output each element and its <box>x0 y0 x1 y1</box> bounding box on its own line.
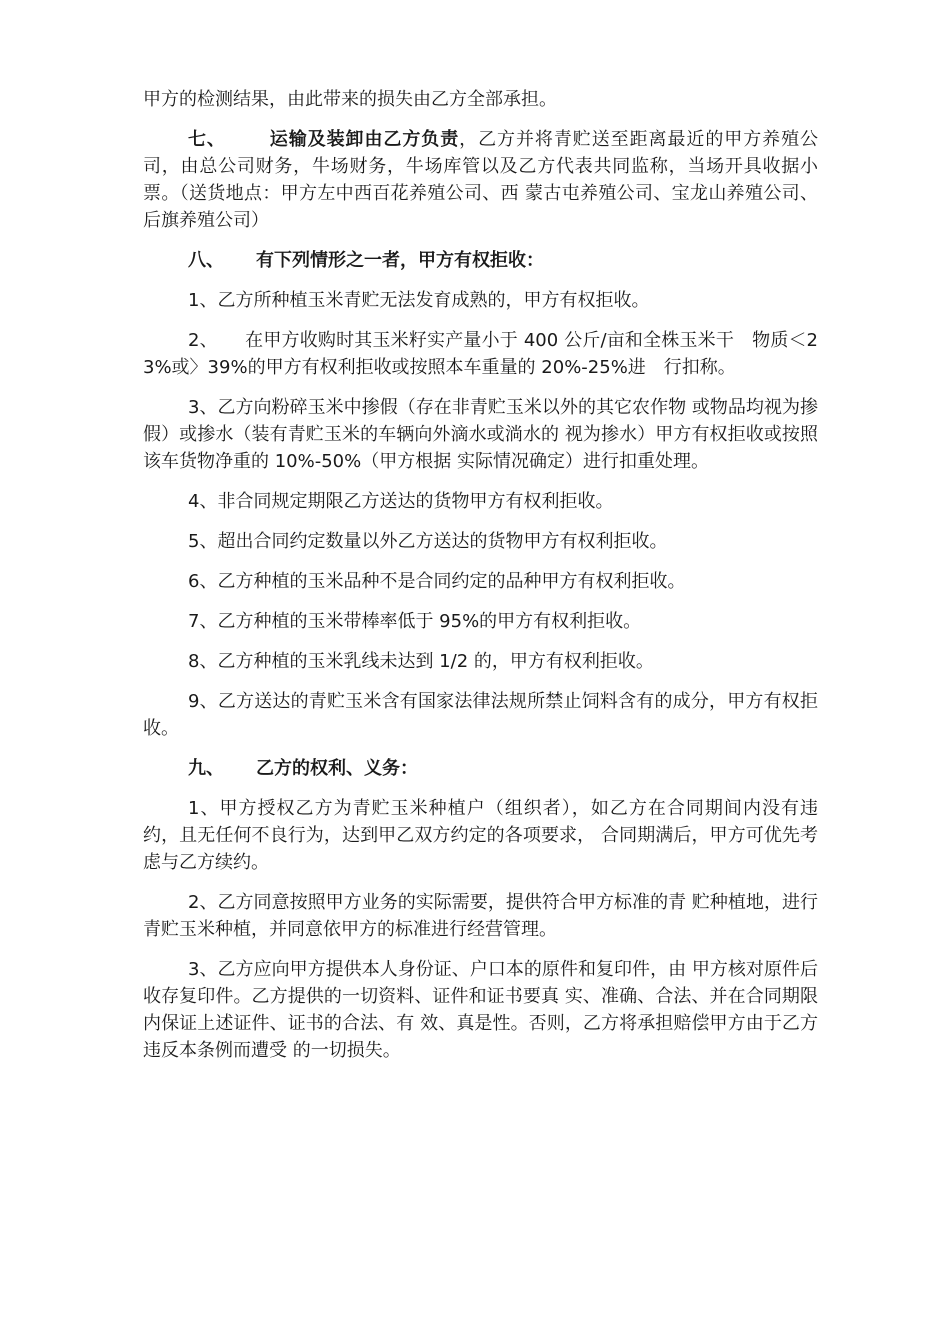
section-7-bold-lead: 运输及装卸由乙方负责 <box>268 129 460 150</box>
section-7-number: 七、 <box>188 129 226 150</box>
document-body <box>143 86 818 1077</box>
section-7-paragraph <box>143 126 818 234</box>
section-8-item-3: 3、乙方向粉碎玉米中掺假（存在非青贮玉米以外的其它农作物 或物品均视为掺假）或掺水（装有青贮玉米的车辆向外滴水或淌水的 视为掺水）甲方有权拒收或按照该车货物净重的 10%-50%（甲方根据 实际情况确定）进行扣重处理。 <box>143 397 818 472</box>
section-8-title: 有下列情形之一者，甲方有权拒收： <box>256 250 544 271</box>
section-8-item-4: 4、非合同规定期限乙方送达的货物甲方有权利拒收。 <box>188 491 614 512</box>
section-9-item-3: 3、乙方应向甲方提供本人身份证、户口本的原件和复印件，由 甲方核对原件后收存复印件。乙方提供的一切资料、证件和证书要真 实、准确、合法、并在合同期限内保证上述证件、证书的合法、有 效、真是性。否则，乙方将承担赔偿甲方由于乙方违反本条例而遭受 的一切损失。 <box>143 959 818 1061</box>
section-9-number: 九、 <box>188 758 224 779</box>
section-8-item-1: 1、乙方所种植玉米青贮无法发育成熟的，甲方有权拒收。 <box>188 290 650 311</box>
intro-paragraph: 甲方的检测结果，由此带来的损失由乙方全部承担。 <box>143 89 557 110</box>
section-9-title: 乙方的权利、义务： <box>256 758 418 779</box>
section-8-item-6: 6、乙方种植的玉米品种不是合同约定的品种甲方有权利拒收。 <box>188 571 686 592</box>
section-8-number: 八、 <box>188 250 224 271</box>
section-8-item-7: 7、乙方种植的玉米带棒率低于 95%的甲方有权利拒收。 <box>188 611 642 632</box>
section-9-item-2: 2、乙方同意按照甲方业务的实际需要，提供符合甲方标准的青 贮种植地，进行青贮玉米种植，并同意依甲方的标准进行经营管理。 <box>143 892 818 940</box>
section-9-heading <box>143 755 818 782</box>
section-9-item-1: 1、甲方授权乙方为青贮玉米种植户（组织者），如乙方在合同期间内没有违约，且无任何不良行为，达到甲乙双方约定的各项要求， 合同期满后，甲方可优先考虑与乙方续约。 <box>143 798 818 873</box>
section-7-text: ，乙方并将青贮送至距离最近的甲方养殖公司，由总公司财务，牛场财务，牛场库管以及乙方代表共同监称，当场开具收据小票。（送货地点：甲方左中西百花养殖公司、西 蒙古屯养殖公司、宝龙山养殖公司、后旗养殖公司） <box>143 129 819 231</box>
section-8-item-2: 2、 在甲方收购时其玉米籽实产量小于 400 公斤/亩和全株玉米干 物质＜23%或〉39%的甲方有权利拒收或按照本车重量的 20%-25%进 行扣称。 <box>143 330 818 378</box>
section-8-item-5: 5、超出合同约定数量以外乙方送达的货物甲方有权利拒收。 <box>188 531 668 552</box>
section-8-heading <box>143 247 818 274</box>
section-8-item-9: 9、乙方送达的青贮玉米含有国家法律法规所禁止饲料含有的成分，甲方有权拒收。 <box>143 691 818 739</box>
section-8-item-8: 8、乙方种植的玉米乳线未达到 1/2 的，甲方有权利拒收。 <box>188 651 654 672</box>
